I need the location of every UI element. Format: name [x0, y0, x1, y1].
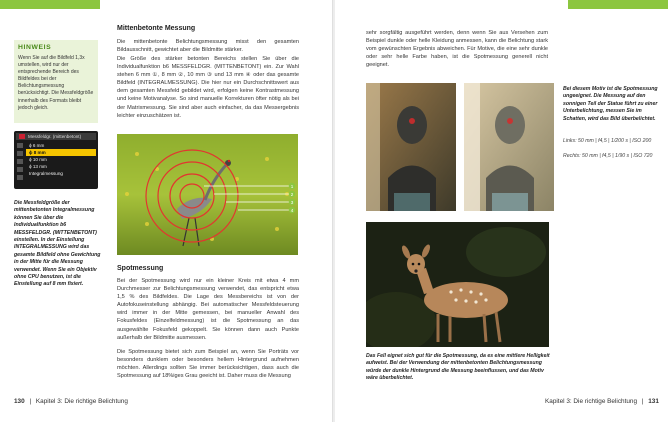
- ring-label-1: 1: [290, 184, 294, 189]
- crane-photo: [117, 134, 298, 255]
- hint-box: [14, 40, 98, 123]
- heading-spot: Spotmessung: [117, 265, 164, 272]
- ring-label-4: 4: [290, 208, 294, 213]
- caption-bust-data-2: Rechts: 50 mm | f4,5 | 1/90 s | ISO 720: [563, 153, 653, 159]
- caption-menu: Die Messfeldgröße der mittenbetonten Integralmessung können Sie über die Individualfunktion b6 MESSFELDGR. (MITTENBETONT) einstellen. In der Einstellung INTEGRALMESSUNG wird das gesamte Bildfeld ohne Gewichtung in der Mitte für die Messung verwendet. Wenn Sie ein Objektiv ohne CPU benutzen, ist die Einstellung auf 8 mm fixiert.: [14, 200, 101, 288]
- menu-icon-1: [17, 143, 23, 148]
- ring-label-3: 3: [290, 200, 294, 205]
- caption-deer: Das Fell eignet sich gut für die Spotmessung, da es eine mittlere Helligkeit aufweist. Bei der Verwendung der mittenbetonten Belichtungsmessung würde der dunkle Hintergrund die Messung beeinflussen, und das Motiv wäre überbelichtet.: [366, 353, 550, 382]
- menu-item-integral: Integralmessung: [29, 171, 63, 176]
- para-spot-continued: sehr sorgfältig ausgeführt werden, denn wenn Sie aus Versehen zum Beispiel dunkle oder helle Kleidung anmessen, kann die Belichtung stark vom gewünschten Ergebnis abweichen. Für Motive, die eine sehr dunkle oder sehr helle Farbe haben, ist die Spotmessung generell nicht geeignet.: [366, 30, 548, 69]
- chapter-title-right: Kapitel 3: Die richtige Belichtung: [545, 398, 638, 405]
- caption-bust: Bei diesem Motiv ist die Spotmessung ungeeignet. Die Messung auf den sonnigen Teil der Statue führt zu einer Unterbelichtung, messen Sie im Schatten, wird das Bild überbelichtet.: [563, 86, 658, 122]
- para-center-weighted-1: Die mittenbetonte Belichtungsmessung misst den gesamten Bildausschnitt, gewichtet aber die Bildmitte stärker.: [117, 39, 299, 54]
- bust-photo-overexposed: [464, 83, 554, 211]
- page-number-left: 130: [14, 398, 25, 405]
- caption-bust-data-1: Links: 50 mm | f4,5 | 1/200 s | ISO 200: [563, 138, 652, 144]
- camera-menu-icon: [19, 134, 25, 139]
- footer-left: 130 | Kapitel 3: Die richtige Belichtung: [14, 398, 128, 405]
- menu-header-text: Messfeldgr. (mittenbetont): [28, 134, 82, 139]
- left-page: [0, 0, 333, 422]
- green-header-tab-left: [0, 0, 100, 9]
- bust-photo-underexposed: [366, 83, 456, 211]
- ring-label-2: 2: [290, 192, 294, 197]
- para-center-weighted-2: Die Größe des stärker betonten Bereichs stellen Sie über die Individualfunktion b6 MESSFELDGR. (MITTENBETONT) ein. Zur Wahl stehen 6 mm ①, 8 mm ②, 10 mm ③ und 13 mm ④ oder das gesamte Bildfeld (INTEGRALMESSUNG). Die hier nur ein Durchschnittswert aus dem gesamten Messfeld gebildet wird, erfolgen keine Kontrastmessung und keine Motivanalyse. So sind manuelle Korrekturen öfter nötig als bei der Matrixmessung. Sie sind aber auch einfacher, da das Messergebnis leichter einzuschätzen ist.: [117, 56, 299, 119]
- page-number-right: 131: [648, 398, 659, 405]
- menu-item-13mm: ϕ 13 mm: [29, 164, 47, 169]
- deer-photo: [366, 222, 549, 347]
- menu-icon-5: [17, 175, 23, 180]
- menu-icon-2: [17, 151, 23, 156]
- menu-icon-3: [17, 159, 23, 164]
- camera-menu-screenshot: [14, 131, 98, 189]
- menu-item-6mm: ϕ 6 mm: [29, 143, 45, 148]
- menu-icon-4: [17, 167, 23, 172]
- heading-center-weighted: Mittenbetonte Messung: [117, 25, 196, 32]
- footer-right: Kapitel 3: Die richtige Belichtung | 131: [545, 398, 659, 405]
- menu-header: [16, 133, 96, 140]
- para-spot-1: Bei der Spotmessung wird nur ein kleiner Kreis mit etwa 4 mm Durchmesser zur Belichtungsmessung verwendet, das entspricht etwa 1,5 % des Bildfeldes. Die Lage des Messbereichs ist von der Autofokuseinstellung abhängig. Bei automatischer Messfeldsteuerung wird immer in der Mitte gemessen, bei manueller Anwahl des Fokusfeldes (Einzelfeldmessung) ist die Spotmessung an das ausgewählte Fokusfeld gekoppelt. Sie können dann auch Punkte außerhalb der Bildmitte ausmessen.: [117, 278, 299, 341]
- hint-text: Wenn Sie auf die Bildfeld 1,3x umstellen, wird nur der entsprechende Bereich des Bildfeldes bei der Belichtungsmessung berücksichtigt. Die Messfeldgröße innerhalb des Formats bleibt jedoch gleich.: [18, 55, 94, 111]
- hint-title: HINWEIS: [18, 44, 52, 51]
- para-spot-2: Die Spotmessung bietet sich zum Beispiel an, wenn Sie Porträts vor besonders dunklem oder besonders hellem Hintergrund aufnehmen möchten. Allerdings sollten Sie immer berücksichtigen, dass auch die Spotmessung auf 18%iges Grau geeicht ist. Daher muss die Messung: [117, 349, 299, 380]
- right-page: [335, 0, 668, 422]
- menu-item-8mm-selected: ϕ 8 mm: [26, 149, 96, 156]
- chapter-title-left: Kapitel 3: Die richtige Belichtung: [35, 398, 128, 405]
- green-header-tab-right: [568, 0, 668, 9]
- menu-item-10mm: ϕ 10 mm: [29, 157, 47, 162]
